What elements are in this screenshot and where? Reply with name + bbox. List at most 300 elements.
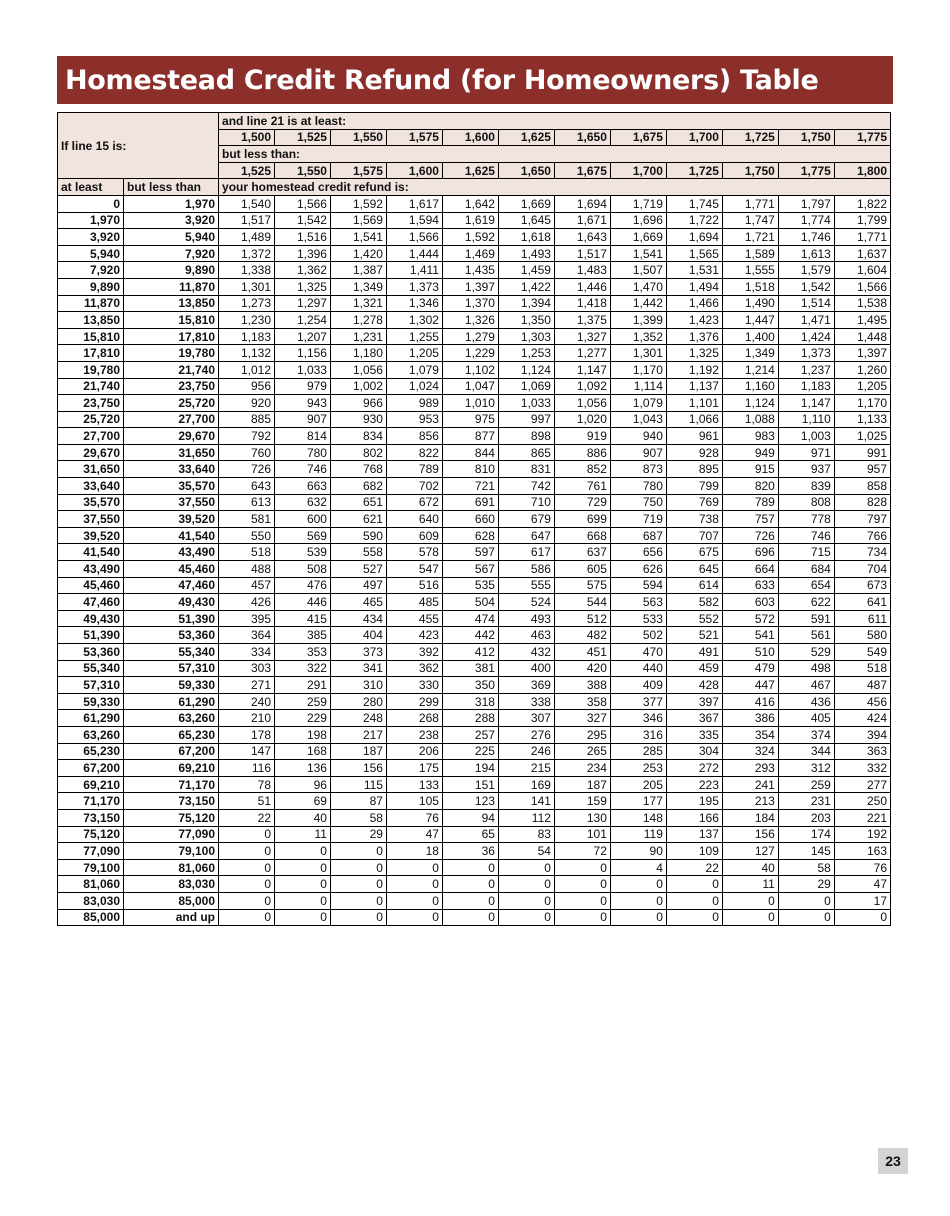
refund-value: 47 <box>834 876 890 893</box>
refund-value: 364 <box>219 627 275 644</box>
refund-value: 1,346 <box>386 295 442 312</box>
refund-value: 1,010 <box>442 395 498 412</box>
refund-value: 78 <box>219 776 275 793</box>
line15-less-than: 63,260 <box>124 710 219 727</box>
refund-value: 953 <box>386 411 442 428</box>
refund-value: 316 <box>610 726 666 743</box>
refund-value: 1,442 <box>610 295 666 312</box>
line15-at-least: 63,260 <box>58 726 124 743</box>
refund-value: 1,514 <box>778 295 834 312</box>
refund-value: 1,137 <box>666 378 722 395</box>
table-row <box>58 743 891 760</box>
refund-value: 94 <box>442 809 498 826</box>
refund-value: 1,400 <box>722 328 778 345</box>
refund-value: 1,056 <box>554 395 610 412</box>
refund-value: 710 <box>498 494 554 511</box>
refund-value: 609 <box>386 527 442 544</box>
refund-value: 0 <box>219 892 275 909</box>
refund-value: 487 <box>834 677 890 694</box>
line15-less-than: 29,670 <box>124 428 219 445</box>
refund-value: 1,774 <box>778 212 834 229</box>
refund-value: 572 <box>722 610 778 627</box>
refund-value: 597 <box>442 544 498 561</box>
refund-value: 76 <box>834 859 890 876</box>
if-line-15-label: If line 15 is: <box>58 113 219 179</box>
refund-value: 524 <box>498 594 554 611</box>
refund-value: 0 <box>330 876 386 893</box>
refund-value: 1,541 <box>610 245 666 262</box>
refund-value: 1,592 <box>442 229 498 246</box>
refund-value: 213 <box>722 793 778 810</box>
refund-value: 643 <box>219 478 275 495</box>
line15-at-least: 13,850 <box>58 312 124 329</box>
refund-value: 369 <box>498 677 554 694</box>
refund-value: 828 <box>834 494 890 511</box>
refund-value: 1,079 <box>610 395 666 412</box>
line15-less-than: 59,330 <box>124 677 219 694</box>
refund-value: 769 <box>666 494 722 511</box>
refund-value: 1,799 <box>834 212 890 229</box>
line21-less-than-value: 1,725 <box>666 162 722 179</box>
refund-value: 1,101 <box>666 395 722 412</box>
refund-value: 465 <box>330 594 386 611</box>
refund-value: 943 <box>275 395 331 412</box>
refund-value: 1,771 <box>722 195 778 212</box>
refund-value: 1,124 <box>722 395 778 412</box>
line15-at-least: 47,460 <box>58 594 124 611</box>
table-row <box>58 395 891 412</box>
table-row <box>58 195 891 212</box>
refund-value: 145 <box>778 843 834 860</box>
refund-value: 250 <box>834 793 890 810</box>
refund-value: 420 <box>554 660 610 677</box>
refund-value: 734 <box>834 544 890 561</box>
refund-value: 1,669 <box>498 195 554 212</box>
refund-value: 1,047 <box>442 378 498 395</box>
refund-value: 672 <box>386 494 442 511</box>
refund-value: 1,325 <box>275 278 331 295</box>
refund-value: 65 <box>442 826 498 843</box>
refund-value: 1,338 <box>219 262 275 279</box>
line21-less-than-value: 1,675 <box>554 162 610 179</box>
refund-value: 156 <box>330 760 386 777</box>
refund-value: 1,147 <box>554 361 610 378</box>
refund-value: 1,124 <box>498 361 554 378</box>
line15-less-than: 81,060 <box>124 859 219 876</box>
line15-at-least: 71,170 <box>58 793 124 810</box>
refund-value: 409 <box>610 677 666 694</box>
line15-at-least: 21,740 <box>58 378 124 395</box>
refund-value: 203 <box>778 809 834 826</box>
refund-value: 0 <box>275 876 331 893</box>
line15-at-least: 9,890 <box>58 278 124 295</box>
refund-value: 1,253 <box>498 345 554 362</box>
refund-value: 1,569 <box>330 212 386 229</box>
refund-value: 327 <box>554 710 610 727</box>
refund-value: 975 <box>442 411 498 428</box>
line15-at-least: 27,700 <box>58 428 124 445</box>
refund-value: 1,069 <box>498 378 554 395</box>
refund-value: 1,278 <box>330 312 386 329</box>
refund-value: 1,446 <box>554 278 610 295</box>
line15-less-than: 27,700 <box>124 411 219 428</box>
refund-value: 510 <box>722 644 778 661</box>
refund-value: 1,592 <box>330 195 386 212</box>
refund-value: 0 <box>330 909 386 926</box>
line15-less-than: 43,490 <box>124 544 219 561</box>
refund-value: 605 <box>554 561 610 578</box>
refund-value: 1,542 <box>778 278 834 295</box>
refund-value: 0 <box>386 892 442 909</box>
refund-value: 367 <box>666 710 722 727</box>
refund-value: 508 <box>275 561 331 578</box>
refund-value: 322 <box>275 660 331 677</box>
refund-value: 276 <box>498 726 554 743</box>
table-row <box>58 594 891 611</box>
refund-value: 259 <box>275 693 331 710</box>
refund-value: 632 <box>275 494 331 511</box>
refund-value: 1,531 <box>666 262 722 279</box>
refund-value: 1,043 <box>610 411 666 428</box>
refund-value: 1,170 <box>610 361 666 378</box>
table-row <box>58 511 891 528</box>
refund-value: 0 <box>610 909 666 926</box>
refund-value: 1,566 <box>275 195 331 212</box>
refund-value: 0 <box>219 826 275 843</box>
refund-value: 1,362 <box>275 262 331 279</box>
line15-less-than: 79,100 <box>124 843 219 860</box>
refund-value: 1,566 <box>834 278 890 295</box>
refund-value: 58 <box>330 809 386 826</box>
refund-value: 0 <box>275 859 331 876</box>
refund-value: 253 <box>610 760 666 777</box>
line15-at-least: 65,230 <box>58 743 124 760</box>
refund-value: 555 <box>498 577 554 594</box>
refund-value: 334 <box>219 644 275 661</box>
refund-value: 318 <box>442 693 498 710</box>
refund-value: 1,418 <box>554 295 610 312</box>
refund-value: 898 <box>498 428 554 445</box>
refund-value: 467 <box>778 677 834 694</box>
refund-value: 621 <box>330 511 386 528</box>
line15-at-least: 69,210 <box>58 776 124 793</box>
line15-at-least: 39,520 <box>58 527 124 544</box>
refund-value: 919 <box>554 428 610 445</box>
refund-value: 231 <box>778 793 834 810</box>
refund-value: 726 <box>219 461 275 478</box>
refund-value: 746 <box>778 527 834 544</box>
line15-less-than: 3,920 <box>124 212 219 229</box>
line21-at-least-value: 1,575 <box>386 129 442 146</box>
refund-value: 76 <box>386 809 442 826</box>
refund-value: 1,297 <box>275 295 331 312</box>
refund-value: 1,301 <box>610 345 666 362</box>
refund-value: 241 <box>722 776 778 793</box>
refund-value: 1,517 <box>219 212 275 229</box>
refund-value: 307 <box>498 710 554 727</box>
refund-value: 547 <box>386 561 442 578</box>
line21-less-than-value: 1,750 <box>722 162 778 179</box>
refund-value: 780 <box>610 478 666 495</box>
refund-value: 0 <box>330 843 386 860</box>
refund-value: 1,114 <box>610 378 666 395</box>
refund-value: 940 <box>610 428 666 445</box>
refund-value: 0 <box>219 843 275 860</box>
refund-value: 637 <box>554 544 610 561</box>
refund-value: 428 <box>666 677 722 694</box>
refund-value: 457 <box>219 577 275 594</box>
refund-value: 656 <box>610 544 666 561</box>
refund-value: 229 <box>275 710 331 727</box>
refund-value: 886 <box>554 444 610 461</box>
refund-value: 17 <box>834 892 890 909</box>
refund-value: 11 <box>275 826 331 843</box>
refund-value: 119 <box>610 826 666 843</box>
refund-value: 332 <box>834 760 890 777</box>
line21-at-least-value: 1,625 <box>498 129 554 146</box>
line15-at-least: 83,030 <box>58 892 124 909</box>
refund-value: 295 <box>554 726 610 743</box>
refund-value: 40 <box>722 859 778 876</box>
line15-less-than: 67,200 <box>124 743 219 760</box>
refund-value: 626 <box>610 561 666 578</box>
refund-value: 1,279 <box>442 328 498 345</box>
refund-value: 1,183 <box>219 328 275 345</box>
refund-value: 1,349 <box>722 345 778 362</box>
refund-value: 518 <box>834 660 890 677</box>
table-row <box>58 627 891 644</box>
refund-value: 424 <box>834 710 890 727</box>
line21-less-than-value: 1,775 <box>778 162 834 179</box>
refund-value: 1,373 <box>778 345 834 362</box>
refund-value: 96 <box>275 776 331 793</box>
refund-value: 814 <box>275 428 331 445</box>
refund-value: 539 <box>275 544 331 561</box>
refund-value: 766 <box>834 527 890 544</box>
refund-value: 1,423 <box>666 312 722 329</box>
table-row <box>58 527 891 544</box>
refund-value: 1,579 <box>778 262 834 279</box>
refund-value: 246 <box>498 743 554 760</box>
refund-value: 1,327 <box>554 328 610 345</box>
refund-value: 485 <box>386 594 442 611</box>
refund-value: 350 <box>442 677 498 694</box>
refund-value: 385 <box>275 627 331 644</box>
refund-value: 1,671 <box>554 212 610 229</box>
line21-at-least-value: 1,775 <box>834 129 890 146</box>
refund-value: 726 <box>722 527 778 544</box>
refund-value: 591 <box>778 610 834 627</box>
line15-at-least: 19,780 <box>58 361 124 378</box>
line15-at-least: 45,460 <box>58 577 124 594</box>
table-row <box>58 909 891 926</box>
refund-value: 789 <box>386 461 442 478</box>
refund-value: 865 <box>498 444 554 461</box>
refund-value: 497 <box>330 577 386 594</box>
refund-value: 1,411 <box>386 262 442 279</box>
refund-value: 90 <box>610 843 666 860</box>
refund-value: 83 <box>498 826 554 843</box>
refund-value: 1,088 <box>722 411 778 428</box>
refund-value: 1,424 <box>778 328 834 345</box>
refund-value: 1,507 <box>610 262 666 279</box>
refund-value: 1,420 <box>330 245 386 262</box>
table-row <box>58 229 891 246</box>
refund-value: 746 <box>275 461 331 478</box>
refund-value: 358 <box>554 693 610 710</box>
refund-value: 346 <box>610 710 666 727</box>
refund-value: 877 <box>442 428 498 445</box>
refund-value: 29 <box>778 876 834 893</box>
line15-at-least: 11,870 <box>58 295 124 312</box>
refund-value: 1,229 <box>442 345 498 362</box>
refund-value: 1,645 <box>498 212 554 229</box>
refund-value: 1,435 <box>442 262 498 279</box>
refund-value: 567 <box>442 561 498 578</box>
line15-less-than: 41,540 <box>124 527 219 544</box>
refund-value: 210 <box>219 710 275 727</box>
refund-value: 1,745 <box>666 195 722 212</box>
refund-value: 187 <box>330 743 386 760</box>
refund-value: 0 <box>275 843 331 860</box>
line15-less-than: 85,000 <box>124 892 219 909</box>
refund-value: 820 <box>722 478 778 495</box>
refund-value: 1,747 <box>722 212 778 229</box>
refund-value: 757 <box>722 511 778 528</box>
refund-value: 388 <box>554 677 610 694</box>
refund-value: 11 <box>722 876 778 893</box>
refund-value: 268 <box>386 710 442 727</box>
refund-value: 177 <box>610 793 666 810</box>
line15-less-than: 37,550 <box>124 494 219 511</box>
refund-value: 702 <box>386 478 442 495</box>
line21-at-least-value: 1,750 <box>778 129 834 146</box>
refund-value: 614 <box>666 577 722 594</box>
refund-value: 1,237 <box>778 361 834 378</box>
refund-value: 907 <box>275 411 331 428</box>
refund-value: 997 <box>498 411 554 428</box>
refund-value: 544 <box>554 594 610 611</box>
refund-value: 673 <box>834 577 890 594</box>
refund-value: 1,746 <box>778 229 834 246</box>
table-row <box>58 544 891 561</box>
line21-less-than-value: 1,600 <box>386 162 442 179</box>
refund-value: 1,466 <box>666 295 722 312</box>
refund-value: 109 <box>666 843 722 860</box>
refund-value: 808 <box>778 494 834 511</box>
refund-value: 141 <box>498 793 554 810</box>
refund-value: 0 <box>219 909 275 926</box>
refund-value: 1,555 <box>722 262 778 279</box>
refund-value: 280 <box>330 693 386 710</box>
table-row <box>58 312 891 329</box>
line15-less-than: 73,150 <box>124 793 219 810</box>
refund-value: 426 <box>219 594 275 611</box>
line15-less-than: 7,920 <box>124 245 219 262</box>
refund-value: 1,771 <box>834 229 890 246</box>
line15-less-than: 11,870 <box>124 278 219 295</box>
refund-value: 1,490 <box>722 295 778 312</box>
refund-value: 541 <box>722 627 778 644</box>
refund-value: 498 <box>778 660 834 677</box>
refund-value: 915 <box>722 461 778 478</box>
refund-value: 397 <box>666 693 722 710</box>
refund-value: 696 <box>722 544 778 561</box>
refund-value: 1,643 <box>554 229 610 246</box>
refund-value: 1,542 <box>275 212 331 229</box>
refund-value: 533 <box>610 610 666 627</box>
refund-value: 578 <box>386 544 442 561</box>
refund-value: 679 <box>498 511 554 528</box>
refund-value: 1,376 <box>666 328 722 345</box>
line15-less-than: 61,290 <box>124 693 219 710</box>
refund-value: 303 <box>219 660 275 677</box>
refund-value: 1,719 <box>610 195 666 212</box>
refund-value: 1,448 <box>834 328 890 345</box>
line15-less-than: 33,640 <box>124 461 219 478</box>
refund-value: 1,192 <box>666 361 722 378</box>
refund-value: 456 <box>834 693 890 710</box>
refund-value: 0 <box>442 859 498 876</box>
refund-value: 156 <box>722 826 778 843</box>
refund-value: 1,321 <box>330 295 386 312</box>
refund-value: 0 <box>554 909 610 926</box>
line15-at-least: 59,330 <box>58 693 124 710</box>
line21-less-than-value: 1,550 <box>275 162 331 179</box>
refund-value: 504 <box>442 594 498 611</box>
refund-value: 0 <box>386 909 442 926</box>
table-row <box>58 428 891 445</box>
refund-value: 265 <box>554 743 610 760</box>
line15-less-than: 53,360 <box>124 627 219 644</box>
refund-value: 130 <box>554 809 610 826</box>
refund-value: 600 <box>275 511 331 528</box>
line15-at-least: 37,550 <box>58 511 124 528</box>
line21-less-than-value: 1,525 <box>219 162 275 179</box>
refund-value: 479 <box>722 660 778 677</box>
table-row <box>58 561 891 578</box>
refund-value: 1,444 <box>386 245 442 262</box>
line15-less-than: 65,230 <box>124 726 219 743</box>
refund-value: 956 <box>219 378 275 395</box>
refund-value: 353 <box>275 644 331 661</box>
line15-at-least: 49,430 <box>58 610 124 627</box>
refund-value: 415 <box>275 610 331 627</box>
line15-at-least: 33,640 <box>58 478 124 495</box>
refund-value: 582 <box>666 594 722 611</box>
refund-value: 721 <box>442 478 498 495</box>
refund-value: 373 <box>330 644 386 661</box>
refund-value: 1,147 <box>778 395 834 412</box>
line15-at-least: 81,060 <box>58 876 124 893</box>
refund-value: 412 <box>442 644 498 661</box>
refund-value: 590 <box>330 527 386 544</box>
line21-less-than-value: 1,700 <box>610 162 666 179</box>
refund-value: 476 <box>275 577 331 594</box>
line15-less-than: and up <box>124 909 219 926</box>
refund-value: 760 <box>219 444 275 461</box>
refund-value: 223 <box>666 776 722 793</box>
refund-value: 324 <box>722 743 778 760</box>
line15-less-than: 17,810 <box>124 328 219 345</box>
refund-value: 651 <box>330 494 386 511</box>
line15-at-least: 57,310 <box>58 677 124 694</box>
refund-value: 1,540 <box>219 195 275 212</box>
refund-value: 502 <box>610 627 666 644</box>
refund-value: 1,325 <box>666 345 722 362</box>
refund-value: 1,566 <box>386 229 442 246</box>
table-row <box>58 726 891 743</box>
